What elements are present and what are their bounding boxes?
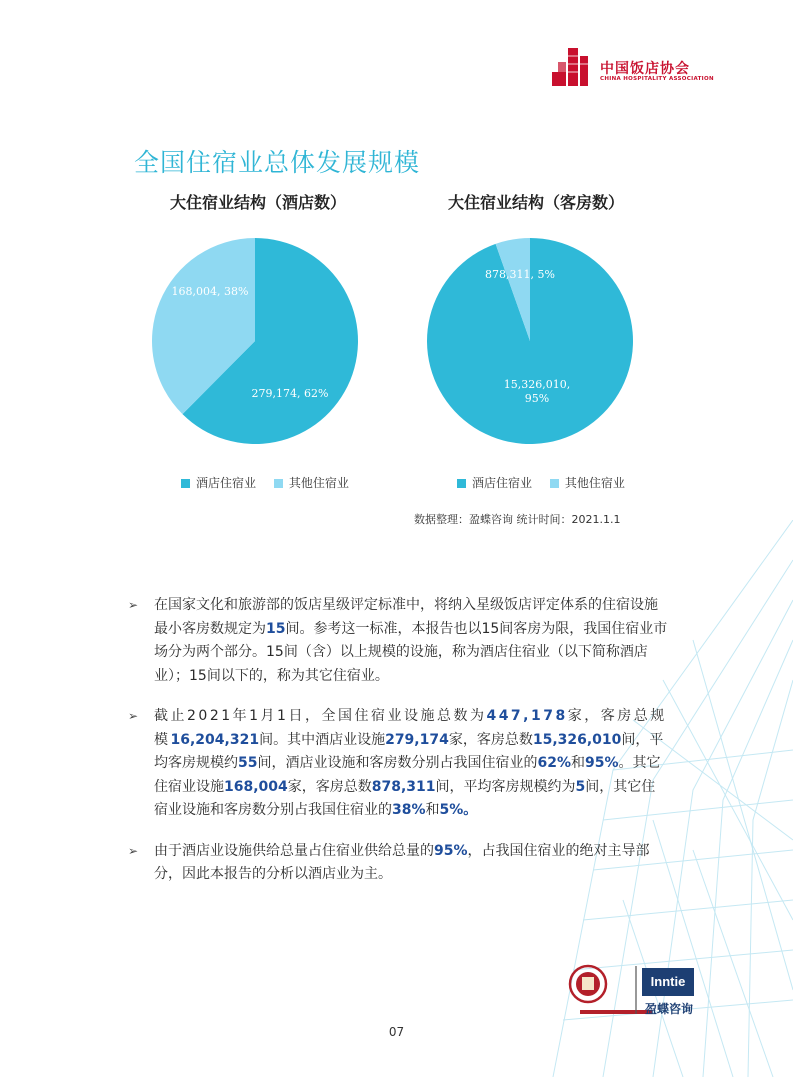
section-title: 全国住宿业总体发展规模 <box>134 148 421 177</box>
legend-label: 酒店住宿业 <box>196 476 257 490</box>
legend-label: 其他住宿业 <box>288 476 349 490</box>
data-label-other: 878,311, 5% <box>485 268 555 281</box>
bullet-arrow-icon: ➢ <box>128 843 139 858</box>
bullet-item <box>128 840 668 887</box>
bullet-item <box>128 705 668 823</box>
bullet-arrow-icon: ➢ <box>128 598 139 612</box>
legend-label: 其他住宿业 <box>564 476 625 490</box>
legend-label: 酒店住宿业 <box>472 476 533 490</box>
bullet-text: 间。参考这一标准，本报告也以15间客房为限，我国住宿业市场分为两个部分。15间（含）以上规模的设施，称为酒店住宿业（以下简称酒店业）；15间以下的，称为其它住宿业。 <box>154 620 668 684</box>
bullet-text: 间，酒店业设施和客房数分别占我国住宿业的 <box>257 755 538 771</box>
highlight-number: 38% <box>392 802 426 818</box>
legend-swatch-hotel <box>457 479 466 488</box>
legend-swatch-other <box>550 479 559 488</box>
highlight-number: 15,326,010 <box>532 731 622 748</box>
highlight-number: 168,004 <box>224 778 288 795</box>
highlight-number: 878,311 <box>371 778 436 795</box>
logo-chinese-name: 中国饭店协会 <box>600 61 690 77</box>
inntie-chinese-name: 盈蝶咨询 <box>645 1002 694 1016</box>
chart2-legend <box>457 474 639 491</box>
chart2-title: 大住宿业结构（客房数） <box>448 193 625 212</box>
bullet-item <box>128 594 668 688</box>
bullet-text: 。其它住宿业设施 <box>154 755 661 795</box>
bullet-text: 家，客房总规模 <box>154 708 667 748</box>
bullet-text: 间，平均客房规模约 <box>154 731 664 771</box>
bullet-text: 间。其中酒店业设施 <box>259 731 386 748</box>
highlight-number: 279,174 <box>385 731 449 748</box>
bullet-text: 间，其它住宿业设施和客房数分别占我国住宿业的 <box>154 778 656 818</box>
highlight-number: 95% <box>585 755 619 771</box>
legend-item-hotel <box>457 474 532 491</box>
highlight-number: 95% <box>434 842 468 859</box>
highlight-number: 5 <box>575 778 586 795</box>
bullet-text: 和 <box>425 802 440 818</box>
legend-swatch-other <box>274 479 283 488</box>
bullet-text: 由于酒店业设施供给总量占住宿业供给总量的 <box>154 842 434 859</box>
legend-item-hotel <box>181 474 256 491</box>
legend-swatch-hotel <box>181 479 190 488</box>
bullet-text: 和 <box>571 755 585 771</box>
bullet-text: 在国家文化和旅游部的饭店星级评定标准中，将纳入星级饭店评定体系的住宿设施最小客房数规定为 <box>154 597 658 637</box>
data-label-hotel: 15,326,010, 95% <box>503 378 571 405</box>
bullet-text: 家，客房总数 <box>287 778 372 795</box>
page-number: 07 <box>388 1025 405 1039</box>
highlight-number: 62% <box>537 755 571 771</box>
logo-english-name: CHINA HOSPITALITY ASSOCIATION <box>600 76 714 82</box>
chart1-title: 大住宿业结构（酒店数） <box>170 193 347 212</box>
bullet-text: 间，平均客房规模约为 <box>435 778 576 795</box>
data-source-note: 数据整理：盈蝶咨询 统计时间：2021.1.1 <box>414 513 621 526</box>
bullet-text: 家，客房总数 <box>448 731 533 748</box>
inntie-logo: Inntie <box>642 968 694 996</box>
bullet-text: 截止2021年1月1日，全国住宿业设施总数为 <box>154 708 487 724</box>
highlight-number: 15 <box>266 620 286 637</box>
highlight-number: 55 <box>238 755 258 771</box>
legend-item-other <box>550 474 625 491</box>
chart1-pie <box>140 226 370 456</box>
chart1-legend <box>181 474 363 491</box>
highlight-number: 447,178 <box>486 708 568 724</box>
highlight-number: 16,204,321 <box>170 731 260 748</box>
bullet-arrow-icon: ➢ <box>128 709 139 723</box>
chart2-pie <box>415 226 645 456</box>
legend-item-other <box>274 474 349 491</box>
data-label-hotel: 279,174, 62% <box>251 387 329 400</box>
bullet-text: ，占我国住宿业的绝对主导部分，因此本报告的分析以酒店业为主。 <box>154 842 650 882</box>
highlight-number: 5%。 <box>439 802 478 818</box>
bullet-list <box>128 594 668 904</box>
data-label-other: 168,004, 38% <box>171 285 249 298</box>
